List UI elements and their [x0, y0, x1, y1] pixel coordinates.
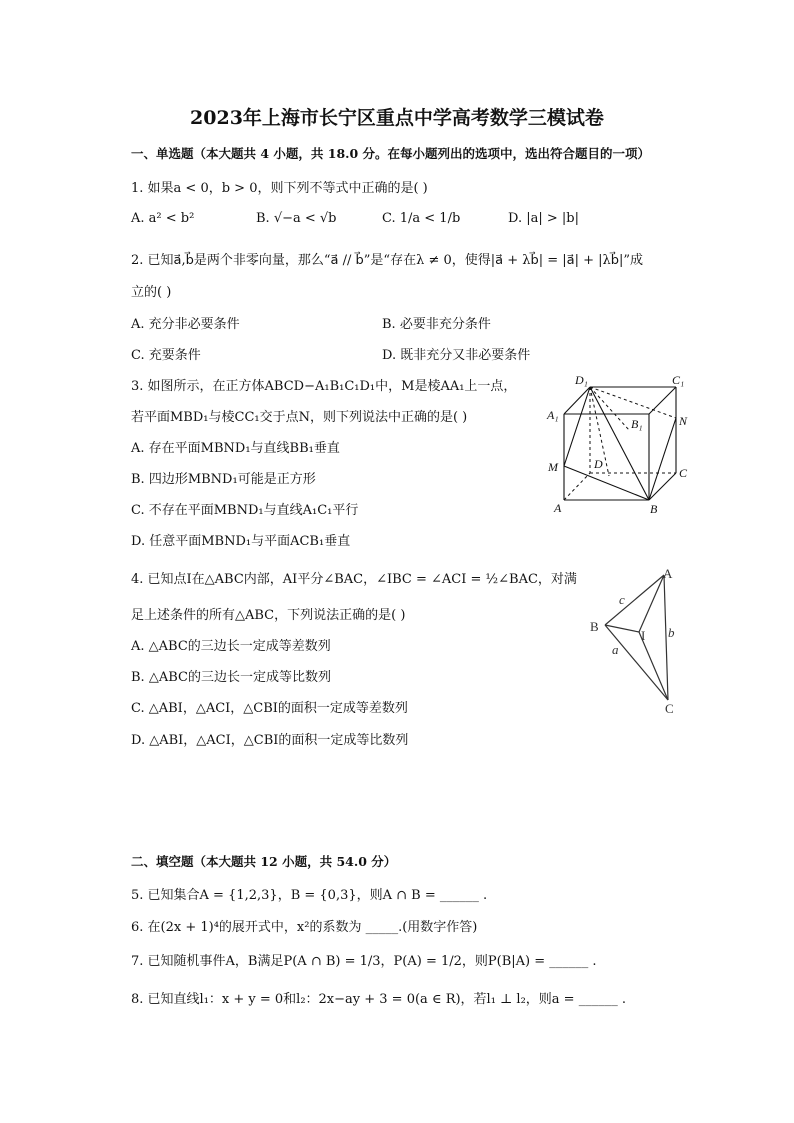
cube-label-d: D	[594, 457, 603, 471]
triangle-label-i: I	[641, 628, 646, 643]
question-2-stem-line-1: 2. 已知a⃗,b⃗是两个非零向量，那么“a⃗ // b⃗”是“存在λ ≠ 0，使得|a⃗ + λb⃗| = |a⃗| + |λb⃗|”成	[131, 253, 644, 268]
cube-label-c: C	[679, 466, 688, 480]
question-3-stem-line-2: 若平面MBD₁与棱CC₁交于点N，则下列说法中正确的是( )	[131, 410, 468, 425]
triangle-label-a: A	[663, 566, 673, 581]
cube-label-c1: C₁	[672, 373, 685, 387]
cube-label-d1: D₁	[575, 373, 588, 387]
question-2-option-d: D. 既非充分又非必要条件	[382, 348, 531, 363]
question-3-option-a: A. 存在平面MBND₁与直线BB₁垂直	[131, 441, 340, 456]
question-8: 8. 已知直线l₁：x + y = 0和l₂：2x−ay + 3 = 0(a ∈ R)，若l₁ ⊥ l₂，则a = ______ .	[131, 992, 626, 1007]
triangle-label-c: C	[665, 701, 674, 716]
question-1-option-a: A. a² < b²	[131, 211, 195, 226]
question-5: 5. 已知集合A = {1,2,3}，B = {0,3}，则A ∩ B = ______ .	[131, 888, 488, 903]
question-1-option-b: B. √−a < √b	[256, 211, 337, 226]
question-4-option-d: D. △ABI，△ACI，△CBI的面积一定成等比数列	[131, 733, 409, 748]
question-4-stem-line-2: 足上述条件的所有△ABC，下列说法正确的是( )	[131, 608, 406, 623]
question-7: 7. 已知随机事件A，B满足P(A ∩ B) = 1/3，P(A) = 1/2，则P(B|A) = ______ .	[131, 954, 597, 969]
triangle-side-c: c	[619, 592, 625, 607]
cube-label-m: M	[548, 460, 558, 474]
cube-figure	[540, 370, 700, 520]
triangle-side-b: b	[668, 625, 675, 640]
section-heading-single-choice: 一、单选题（本大题共 4 小题，共 18.0 分。在每小题列出的选项中，选出符合题目的一项）	[131, 146, 651, 161]
question-3-option-c: C. 不存在平面MBND₁与直线A₁C₁平行	[131, 503, 359, 518]
question-1-option-c: C. 1/a < 1/b	[382, 211, 461, 226]
question-4-option-a: A. △ABC的三边长一定成等差数列	[131, 639, 331, 654]
question-3-option-b: B. 四边形MBND₁可能是正方形	[131, 472, 316, 487]
triangle-label-b: B	[590, 619, 599, 634]
question-4-option-b: B. △ABC的三边长一定成等比数列	[131, 670, 331, 685]
cube-label-n: N	[679, 414, 688, 428]
triangle-side-a: a	[612, 642, 619, 657]
cube-label-b: B	[650, 502, 658, 516]
triangle-figure	[580, 558, 695, 718]
cube-label-b1: B₁	[631, 417, 643, 431]
question-2-option-b: B. 必要非充分条件	[382, 317, 491, 332]
question-2-option-a: A. 充分非必要条件	[131, 317, 240, 332]
cube-label-a1: A₁	[547, 408, 559, 422]
question-4-stem-line-1: 4. 已知点I在△ABC内部，AI平分∠BAC，∠IBC = ∠ACI = ½∠BAC，对满	[131, 572, 577, 587]
question-1-stem: 1. 如果a < 0，b > 0，则下列不等式中正确的是( )	[131, 181, 428, 196]
page-title: 2023年上海市长宁区重点中学高考数学三模试卷	[190, 107, 604, 129]
question-3-option-d: D. 任意平面MBND₁与平面ACB₁垂直	[131, 534, 351, 549]
question-6: 6. 在(2x + 1)⁴的展开式中，x²的系数为 _____.(用数字作答)	[131, 920, 478, 935]
question-2-stem-line-2: 立的( )	[131, 285, 172, 300]
question-3-stem-line-1: 3. 如图所示，在正方体ABCD−A₁B₁C₁D₁中，M是棱AA₁上一点，	[131, 379, 517, 394]
question-4-option-c: C. △ABI，△ACI，△CBI的面积一定成等差数列	[131, 701, 408, 716]
section-heading-fill-in: 二、填空题（本大题共 12 小题，共 54.0 分）	[131, 854, 397, 869]
question-2-option-c: C. 充要条件	[131, 348, 201, 363]
question-1-option-d: D. |a| > |b|	[508, 211, 579, 226]
cube-label-a: A	[554, 501, 562, 515]
